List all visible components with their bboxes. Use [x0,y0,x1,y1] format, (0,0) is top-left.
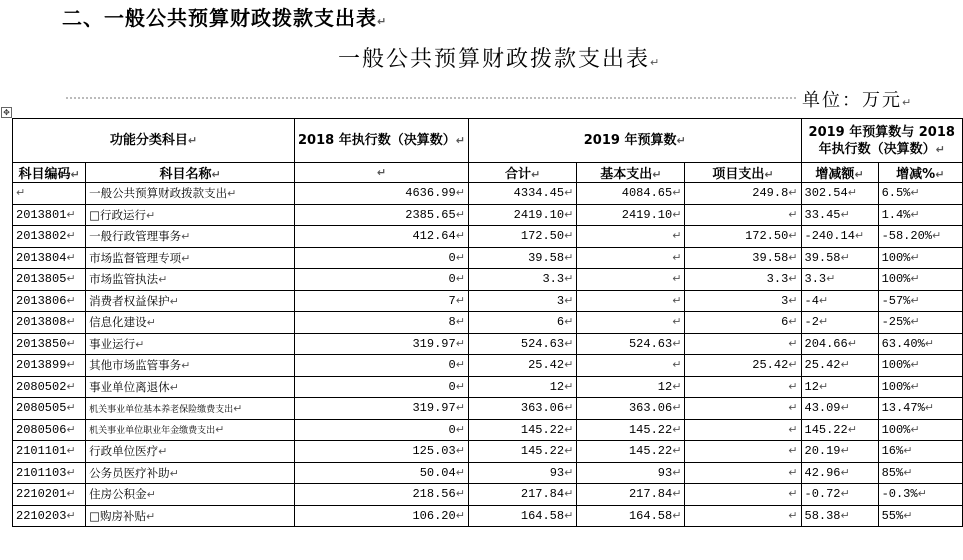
table-row [13,290,963,312]
cell-code: 2013850↵ [13,333,86,355]
cell-change-pct: 100%↵ [878,355,962,377]
unit-label: 单位：万元↵ [802,90,914,111]
cell-basic: ↵ [577,290,685,312]
cell-basic: ↵ [577,355,685,377]
cell-project: ↵ [685,376,801,398]
cell-code: ↵ [13,183,86,205]
cell-change-amount: 33.45↵ [801,204,878,226]
cell-basic: 363.06↵ [577,398,685,420]
cell-change-pct: 13.47%↵ [878,398,962,420]
cell-basic: 4084.65↵ [577,183,685,205]
cell-change-pct: -0.3%↵ [878,484,962,506]
header-code: 科目编码↵ [13,163,86,183]
cell-total: 524.63↵ [468,333,576,355]
cell-project: 249.8↵ [685,183,801,205]
cell-change-amount: 43.09↵ [801,398,878,420]
cell-name: 一般行政管理事务↵ [86,226,295,248]
budget-table [12,118,963,527]
table-row [13,441,963,463]
table-body [13,183,963,527]
cell-code: 2013802↵ [13,226,86,248]
cell-code: 2210201↵ [13,484,86,506]
cell-change-amount: 145.22↵ [801,419,878,441]
cell-exec-2018: 8↵ [294,312,468,334]
cell-exec-2018: 218.56↵ [294,484,468,506]
table-row [13,247,963,269]
cell-name: 机关事业单位基本养老保险缴费支出↵ [86,398,295,420]
cell-code: 2101103↵ [13,462,86,484]
table-row [13,484,963,506]
cell-total: 4334.45↵ [468,183,576,205]
cell-basic: 12↵ [577,376,685,398]
table-row [13,226,963,248]
table-move-handle-icon[interactable]: ✥ [1,107,12,118]
cell-project: ↵ [685,441,801,463]
cell-change-amount: 58.38↵ [801,505,878,527]
cell-name: 市场监管执法↵ [86,269,295,291]
cell-name: 公务员医疗补助↵ [86,462,295,484]
cell-change-pct: 100%↵ [878,269,962,291]
cell-total: 6↵ [468,312,576,334]
cell-change-pct: 6.5%↵ [878,183,962,205]
cell-change-pct: -57%↵ [878,290,962,312]
cell-change-amount: 3.3↵ [801,269,878,291]
cell-basic: 164.58↵ [577,505,685,527]
cell-basic: 524.63↵ [577,333,685,355]
header-change-pct: 增减%↵ [878,163,962,183]
table-row [13,462,963,484]
cell-change-pct: 1.4%↵ [878,204,962,226]
leader-dots [66,97,796,99]
cell-basic: 93↵ [577,462,685,484]
cell-name: 市场监督管理专项↵ [86,247,295,269]
cell-change-pct: 100%↵ [878,247,962,269]
cell-name: 行政单位医疗↵ [86,441,295,463]
cell-name: 机关事业单位职业年金缴费支出↵ [86,419,295,441]
cell-exec-2018: 7↵ [294,290,468,312]
document-title: 一般公共预算财政拨款支出表↵ [338,47,662,72]
cell-basic: ↵ [577,312,685,334]
table-row [13,355,963,377]
cell-code: 2013804↵ [13,247,86,269]
cell-code: 2080505↵ [13,398,86,420]
cell-project: 39.58↵ [685,247,801,269]
cell-code: 2013805↵ [13,269,86,291]
cell-project: ↵ [685,204,801,226]
cell-change-amount: 302.54↵ [801,183,878,205]
cell-name: 一般公共预算财政拨款支出↵ [86,183,295,205]
cell-name: 事业运行↵ [86,333,295,355]
cell-change-amount: 25.42↵ [801,355,878,377]
cell-change-pct: 100%↵ [878,419,962,441]
header-budget-2019: 2019 年预算数↵ [468,119,801,163]
cell-total: 93↵ [468,462,576,484]
cell-project: 3↵ [685,290,801,312]
cell-change-amount: 12↵ [801,376,878,398]
cell-change-amount: -240.14↵ [801,226,878,248]
cell-name: □行政运行↵ [86,204,295,226]
cell-code: 2080506↵ [13,419,86,441]
cell-change-amount: 204.66↵ [801,333,878,355]
cell-change-amount: 20.19↵ [801,441,878,463]
cell-basic: ↵ [577,269,685,291]
cell-total: 217.84↵ [468,484,576,506]
cell-total: 3↵ [468,290,576,312]
cell-name: 其他市场监管事务↵ [86,355,295,377]
cell-project: ↵ [685,505,801,527]
cell-name: 事业单位离退休↵ [86,376,295,398]
cell-project: ↵ [685,484,801,506]
cell-project: ↵ [685,333,801,355]
cell-change-amount: -0.72↵ [801,484,878,506]
header-compare: 2019 年预算数与 2018 年执行数（决算数）↵ [801,119,963,163]
cell-code: 2080502↵ [13,376,86,398]
cell-exec-2018: 4636.99↵ [294,183,468,205]
cell-basic: ↵ [577,247,685,269]
table-row [13,398,963,420]
cell-total: 172.50↵ [468,226,576,248]
cell-change-pct: 85%↵ [878,462,962,484]
cell-basic: 2419.10↵ [577,204,685,226]
cell-project: 3.3↵ [685,269,801,291]
cell-code: 2101101↵ [13,441,86,463]
cell-name: 住房公积金↵ [86,484,295,506]
cell-exec-2018: 412.64↵ [294,226,468,248]
cell-code: 2013808↵ [13,312,86,334]
table-row [13,376,963,398]
cell-change-pct: 63.40%↵ [878,333,962,355]
cell-basic: 145.22↵ [577,441,685,463]
cell-name: 消费者权益保护↵ [86,290,295,312]
header-category: 功能分类科目↵ [13,119,295,163]
header-name: 科目名称↵ [86,163,295,183]
cell-change-amount: 39.58↵ [801,247,878,269]
table-row [13,312,963,334]
cell-change-amount: 42.96↵ [801,462,878,484]
cell-name: 信息化建设↵ [86,312,295,334]
header-project: 项目支出↵ [685,163,801,183]
cell-basic: 145.22↵ [577,419,685,441]
cell-total: 145.22↵ [468,441,576,463]
cell-project: 172.50↵ [685,226,801,248]
cell-basic: 217.84↵ [577,484,685,506]
cell-change-amount: -4↵ [801,290,878,312]
cell-exec-2018: 319.97↵ [294,333,468,355]
cell-code: 2013806↵ [13,290,86,312]
cell-project: ↵ [685,419,801,441]
cell-exec-2018: 0↵ [294,355,468,377]
cell-project: ↵ [685,398,801,420]
table-row [13,333,963,355]
cell-code: 2013801↵ [13,204,86,226]
cell-total: 164.58↵ [468,505,576,527]
cell-change-pct: 100%↵ [878,376,962,398]
cell-change-pct: -25%↵ [878,312,962,334]
table-row [13,505,963,527]
cell-total: 39.58↵ [468,247,576,269]
header-basic: 基本支出↵ [577,163,685,183]
cell-basic: ↵ [577,226,685,248]
table-row [13,204,963,226]
cell-change-pct: -58.20%↵ [878,226,962,248]
cell-project: ↵ [685,462,801,484]
cell-total: 145.22↵ [468,419,576,441]
cell-exec-2018: 0↵ [294,247,468,269]
cell-exec-2018: 106.20↵ [294,505,468,527]
cell-total: 363.06↵ [468,398,576,420]
cell-exec-2018: 50.04↵ [294,462,468,484]
cell-exec-2018: 0↵ [294,376,468,398]
cell-total: 2419.10↵ [468,204,576,226]
cell-change-amount: -2↵ [801,312,878,334]
header-exec-2018-sub: ↵ [294,163,468,183]
cell-exec-2018: 0↵ [294,269,468,291]
cell-change-pct: 55%↵ [878,505,962,527]
cell-change-pct: 16%↵ [878,441,962,463]
section-heading: 二、一般公共预算财政拨款支出表↵ [62,6,388,30]
header-total: 合计↵ [468,163,576,183]
cell-project: 25.42↵ [685,355,801,377]
cell-total: 3.3↵ [468,269,576,291]
cell-exec-2018: 319.97↵ [294,398,468,420]
table-row [13,419,963,441]
cell-exec-2018: 2385.65↵ [294,204,468,226]
cell-exec-2018: 125.03↵ [294,441,468,463]
cell-total: 12↵ [468,376,576,398]
cell-project: 6↵ [685,312,801,334]
table-row [13,269,963,291]
cell-code: 2013899↵ [13,355,86,377]
cell-exec-2018: 0↵ [294,419,468,441]
header-change-amount: 增减额↵ [801,163,878,183]
cell-name: □购房补贴↵ [86,505,295,527]
table-row [13,183,963,205]
cell-total: 25.42↵ [468,355,576,377]
header-exec-2018: 2018 年执行数（决算数）↵ [294,119,468,163]
cell-code: 2210203↵ [13,505,86,527]
